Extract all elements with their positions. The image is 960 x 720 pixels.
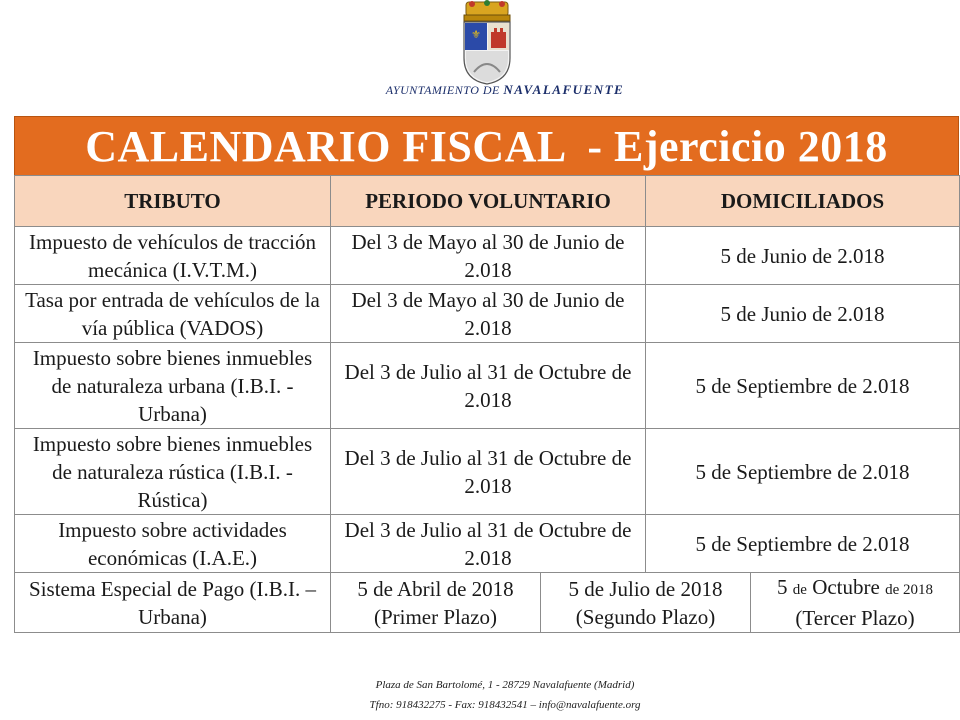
fiscal-calendar-table [14,175,960,633]
tributo-cell: Impuesto sobre bienes inmuebles de naturaleza rústica (I.B.I. - Rústica) [15,429,331,515]
domiciliados-cell: 5 de Septiembre de 2.018 [646,515,960,573]
tributo-cell: Impuesto sobre actividades económicas (I.A.E.) [15,515,331,573]
table-row [15,227,960,285]
svg-text:⚜: ⚜ [471,28,481,41]
periodo-cell: Del 3 de Julio al 31 de Octubre de 2.018 [331,429,646,515]
plazo-3-date: 5 de Octubre de 2018 [777,575,933,599]
domiciliados-cell: 5 de Septiembre de 2.018 [646,429,960,515]
domiciliados-cell: 5 de Septiembre de 2.018 [646,343,960,429]
coat-of-arms-icon [456,0,518,86]
plazo-2-label: (Segundo Plazo) [575,604,716,629]
table-row [15,515,960,573]
domiciliados-cell: 5 de Junio de 2.018 [646,227,960,285]
plazo-1-cell [331,573,541,633]
plazo-3-label: (Tercer Plazo) [795,606,915,630]
table-row [15,343,960,429]
table-row [15,429,960,515]
header-tributo: TRIBUTO [15,176,331,227]
plazo-2-date: 5 de Julio de 2018 [568,576,723,601]
tributo-cell: Impuesto sobre bienes inmuebles de naturaleza urbana (I.B.I. - Urbana) [15,343,331,429]
header-domiciliados: DOMICILIADOS [646,176,960,227]
table-header-row [15,176,960,227]
plazo-3-cell [751,573,960,633]
footer-contact: Tfno: 918432275 - Fax: 918432541 – info@navalafuente.org [369,699,641,711]
plazo-1-label: (Primer Plazo) [373,604,498,629]
title-bar [14,116,959,176]
domiciliados-cell: 5 de Junio de 2.018 [646,285,960,343]
tributo-cell: Impuesto de vehículos de tracción mecánica (I.V.T.M.) [15,227,331,285]
periodo-cell: Del 3 de Mayo al 30 de Junio de 2.018 [331,227,646,285]
plazo-1-date: 5 de Abril de 2018 [357,576,514,601]
footer-address: Plaza de San Bartolomé, 1 - 28729 Navalafuente (Madrid) [375,679,635,691]
tributo-cell: Sistema Especial de Pago (I.B.I. – Urbana) [15,573,331,633]
page-title: CALENDARIO FISCAL - Ejercicio 2018 [85,121,888,171]
header-periodo-voluntario: PERIODO VOLUNTARIO [331,176,646,227]
periodo-cell: Del 3 de Julio al 31 de Octubre de 2.018 [331,515,646,573]
organization-name: AYUNTAMIENTO DE NAVALAFUENTE [385,82,625,97]
special-payment-row [15,573,960,633]
tributo-cell: Tasa por entrada de vehículos de la vía pública (VADOS) [15,285,331,343]
plazo-2-cell [541,573,751,633]
periodo-cell: Del 3 de Mayo al 30 de Junio de 2.018 [331,285,646,343]
periodo-cell: Del 3 de Julio al 31 de Octubre de 2.018 [331,343,646,429]
table-row [15,285,960,343]
